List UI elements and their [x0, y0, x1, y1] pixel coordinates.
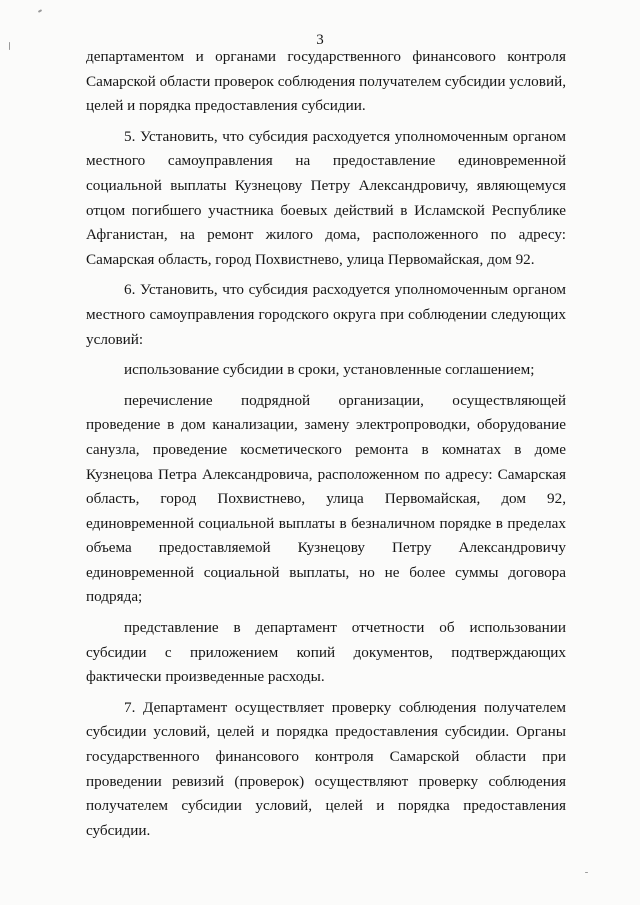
page-number: 3: [316, 32, 324, 48]
paragraph: 5. Установить, что субсидия расходуется уполномоченным органом местного самоуправления на предоставление единовременной социальной выплаты Кузнецову Петру Александровичу, являющемуся отцом погибшего участника боевых действий в Исламской Республике Афганистан, на ремонт жилого дома, расположенного по адресу: Самарская область, город Похвистнево, улица Первомайская, дом 92.: [86, 127, 566, 268]
paragraph: использование субсидии в сроки, установленные соглашением;: [124, 361, 535, 379]
paragraph: представление в департамент отчетности об использовании субсидии с приложением копий документов, подтверждающих фактически произведенные расходы.: [86, 619, 566, 686]
document-body: [86, 45, 566, 843]
scan-mark: [585, 872, 588, 873]
paragraph: перечисление подрядной организации, осуществляющей проведение в дом канализации, замену электропроводки, оборудование санузла, проведение косметического ремонта в комнатах в доме Кузнецова Петра Александровича, расположенном по адресу: Самарская область, город Похвистнево, улица Первомайская, дом 92, единовременной социальной выплаты в безналичном порядке в пределах объема предоставляемой Кузнецову Петру Александровичу единовременной социальной выплаты, но не более суммы договора подряда;: [86, 391, 566, 606]
paragraph: департаментом и органами государственного финансового контроля Самарской области проверок соблюдения получателем субсидии условий, целей и порядка предоставления субсидии.: [86, 48, 566, 115]
scan-mark: [38, 9, 42, 13]
paragraph: 6. Установить, что субсидия расходуется уполномоченным органом местного самоуправления городского округа при соблюдении следующих условий:: [86, 281, 566, 348]
scan-mark: [9, 42, 10, 50]
paragraph: 7. Департамент осуществляет проверку соблюдения получателем субсидии условий, целей и порядка предоставления субсидии. Органы государственного финансового контроля Самарской области при проведении ревизий (проверок) осуществляют проверку соблюдения получателем субсидии условий, целей и порядка предоставления субсидии.: [86, 698, 566, 839]
